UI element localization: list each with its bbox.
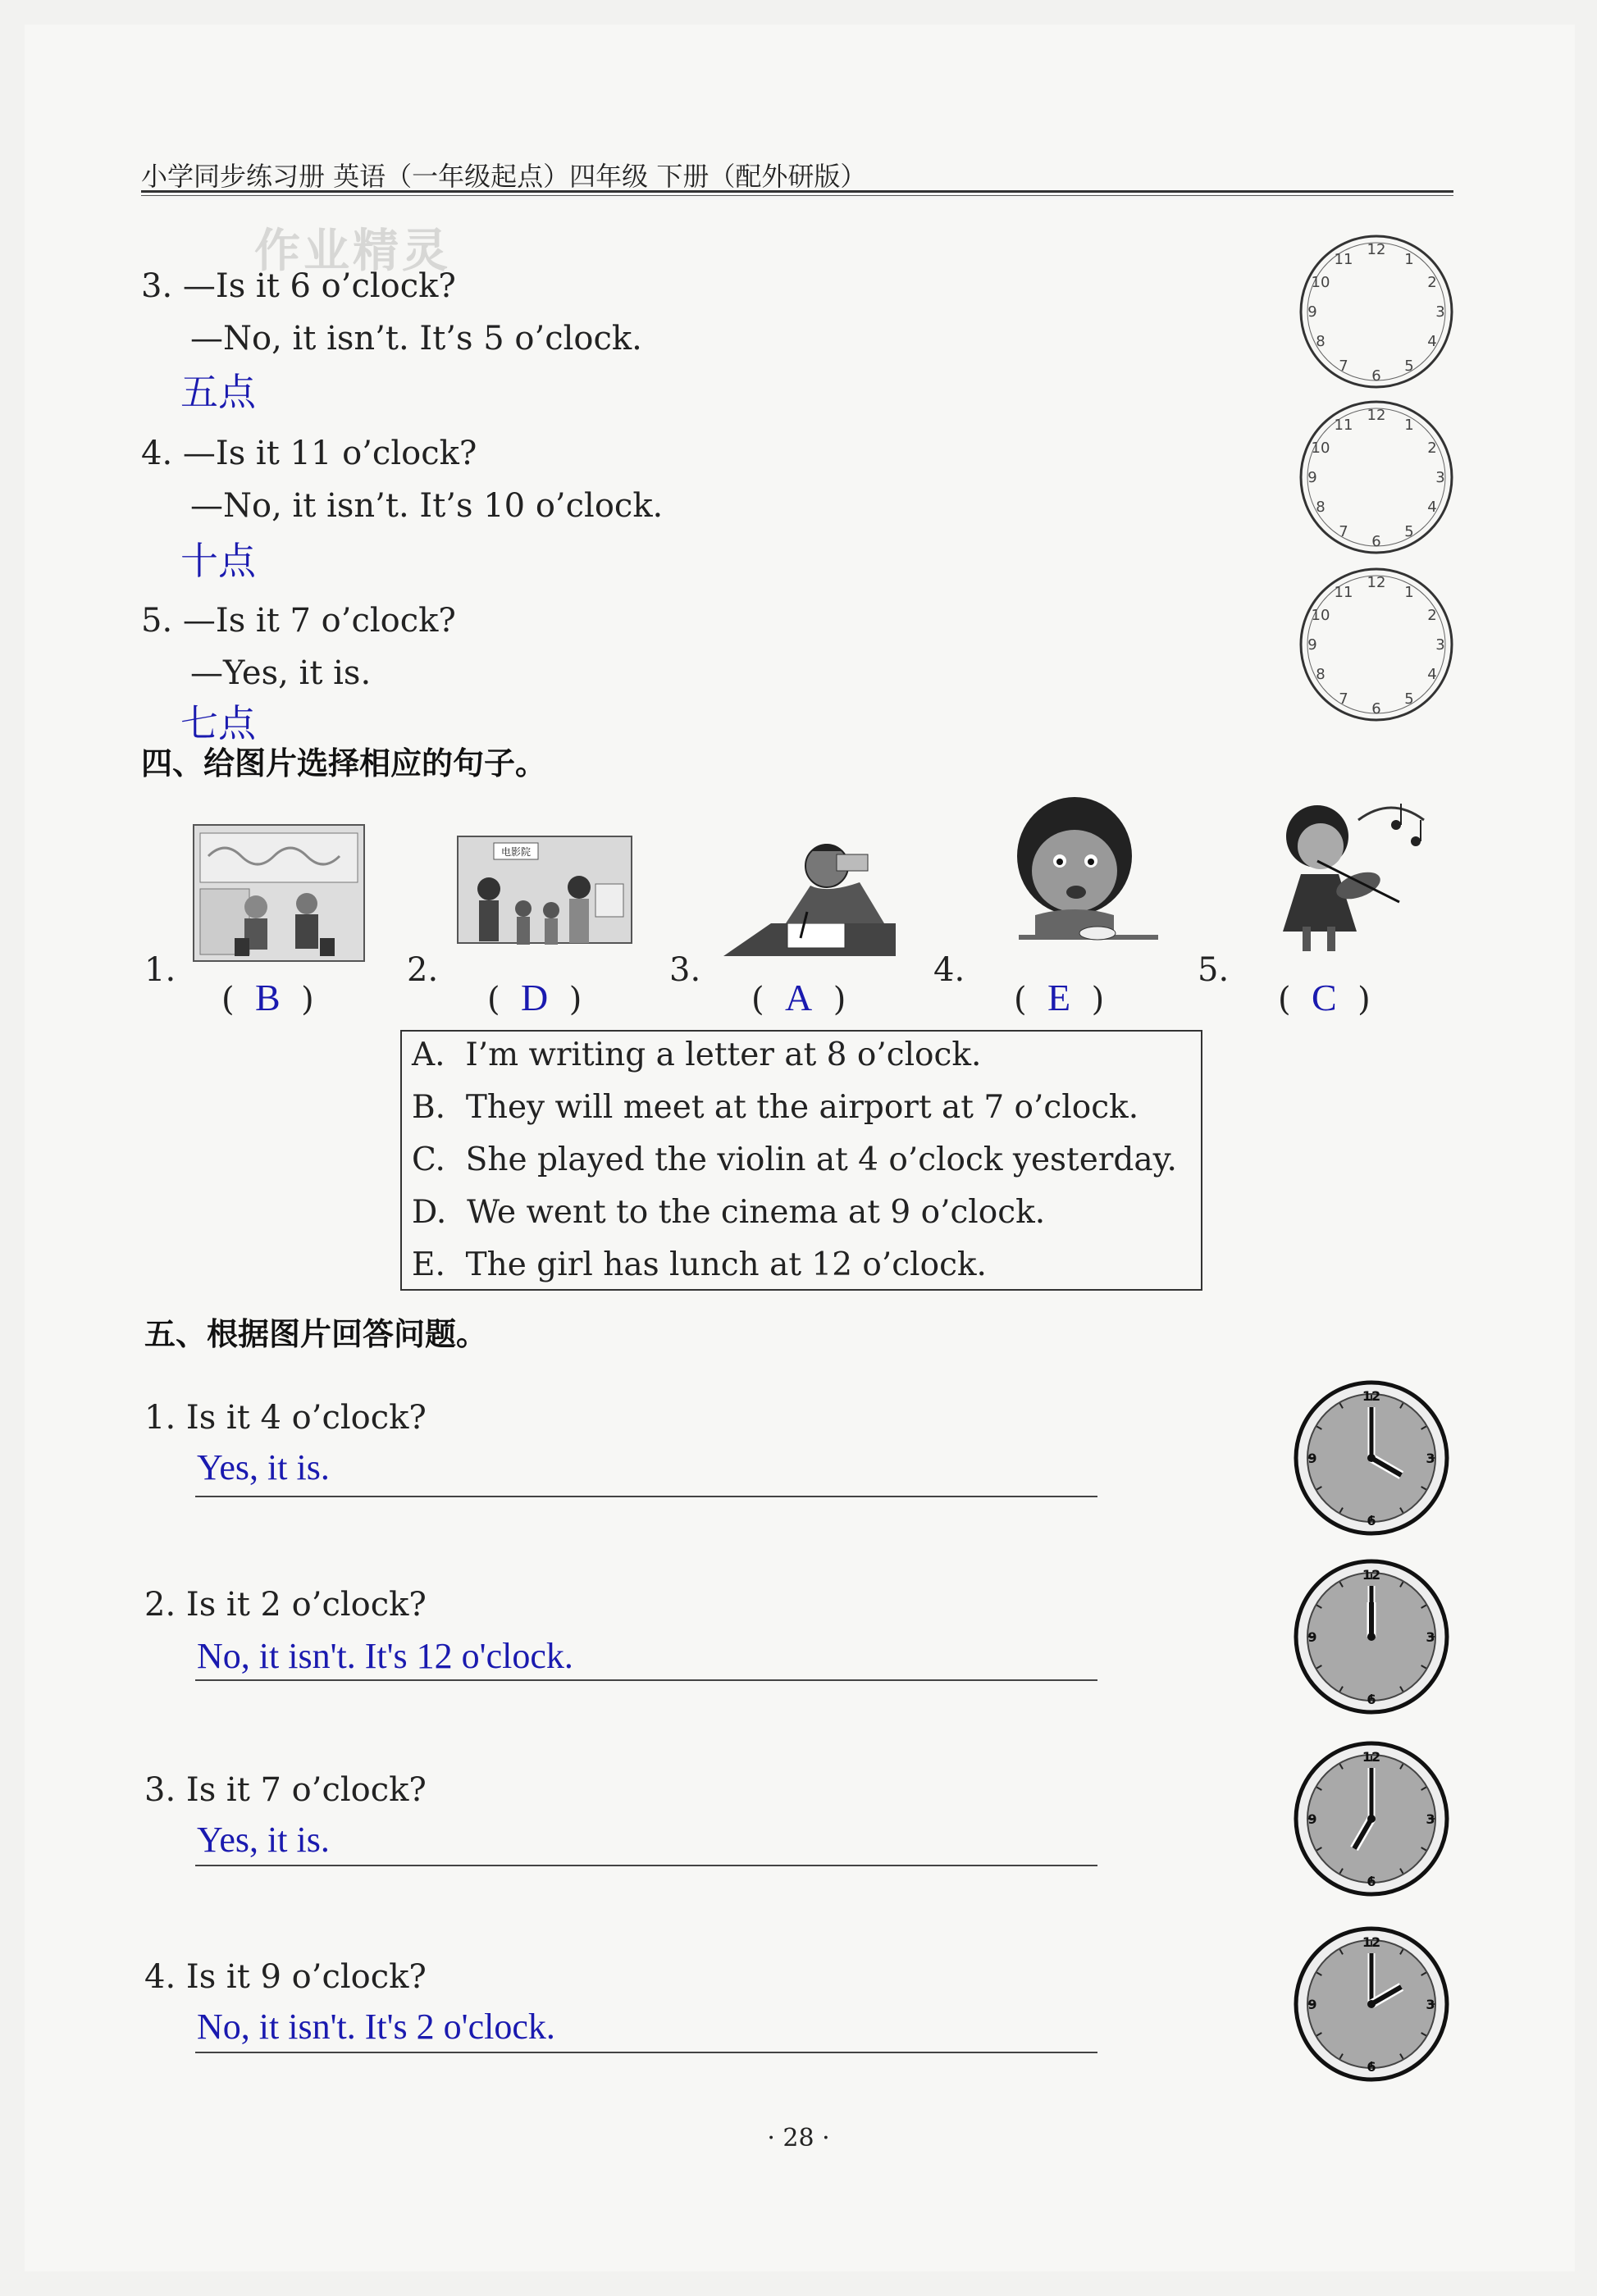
svg-text:12: 12 (1367, 407, 1386, 424)
clock-icon (1291, 1738, 1452, 1899)
pic-2-answer-paren: ( D ) (487, 977, 582, 1018)
svg-text:3: 3 (1435, 636, 1445, 654)
pic-2-answer: D (521, 977, 549, 1018)
pic-1-answer-paren: ( B ) (221, 977, 314, 1018)
pic-5-answer-paren: ( C ) (1278, 977, 1371, 1018)
svg-text:11: 11 (1334, 417, 1353, 434)
clock-label: 3 (1426, 1451, 1435, 1466)
p5-q1: 1. Is it 4 o’clock? (144, 1399, 427, 1437)
svg-text:6: 6 (1371, 700, 1381, 718)
svg-text:10: 10 (1311, 274, 1330, 291)
header-rule (141, 190, 1453, 193)
sentence-options-box (400, 1030, 1202, 1291)
q4-written-answer: 十点 (180, 539, 256, 583)
clock-label: 12 (1362, 1567, 1381, 1583)
svg-text:6: 6 (1371, 533, 1381, 550)
clock-label: 6 (1367, 1874, 1376, 1889)
pic-4-answer: E (1047, 977, 1071, 1018)
svg-text:7: 7 (1339, 358, 1348, 375)
option-b: B. They will meet at the airport at 7 o’clock. (412, 1089, 1139, 1126)
writing-letter-picture (722, 833, 897, 964)
blank-clock-icon (1294, 395, 1458, 559)
clock-label: 3 (1426, 1629, 1435, 1645)
p5-q2-answer-line (195, 1679, 1097, 1681)
svg-text:4: 4 (1427, 666, 1437, 683)
svg-text:8: 8 (1316, 499, 1326, 516)
clock-icon (1291, 1556, 1452, 1717)
p5-q3-answer-line (195, 1865, 1097, 1866)
header-rule-thin (141, 195, 1453, 196)
pic-5-number: 5. (1198, 951, 1230, 989)
clock-icon (1291, 1924, 1452, 2084)
pic-4-number: 4. (933, 951, 965, 989)
clock-icon (1291, 1378, 1452, 1538)
pic-1-answer: B (255, 977, 281, 1018)
option-a: A. I’m writing a letter at 8 o’clock. (412, 1036, 982, 1073)
q5-number-question: 5. —Is it 7 o’clock? (141, 602, 456, 640)
svg-text:12: 12 (1367, 241, 1386, 258)
watermark: 作业精灵 (254, 225, 451, 278)
blank-clock-icon (1294, 563, 1458, 727)
svg-text:5: 5 (1404, 690, 1414, 708)
svg-text:10: 10 (1311, 607, 1330, 624)
svg-text:9: 9 (1307, 636, 1317, 654)
pic-4-answer-paren: ( E ) (1014, 977, 1105, 1018)
cinema-family-picture (456, 835, 633, 964)
girl-violin-picture (1252, 795, 1432, 956)
pic-3-answer: A (785, 977, 813, 1018)
svg-text:3: 3 (1435, 303, 1445, 321)
pic-5-answer: C (1312, 977, 1337, 1018)
svg-text:12: 12 (1367, 574, 1386, 591)
svg-text:11: 11 (1334, 584, 1353, 601)
svg-text:11: 11 (1334, 251, 1353, 268)
clock-label: 3 (1426, 1997, 1435, 2012)
clock-label: 12 (1362, 1749, 1381, 1765)
q3-number-question: 3. —Is it 6 o’clock? (141, 267, 456, 305)
option-c: C. She played the violin at 4 o’clock yesterday. (412, 1141, 1177, 1178)
clock-label: 12 (1362, 1388, 1381, 1404)
pic-3-answer-paren: ( A ) (751, 977, 846, 1018)
svg-text:1: 1 (1404, 584, 1414, 601)
q4-answer-line: —No, it isn’t. It’s 10 o’clock. (190, 487, 664, 525)
svg-text:10: 10 (1311, 440, 1330, 457)
airport-meeting-picture (192, 823, 366, 963)
q4-number-question: 4. —Is it 11 o’clock? (141, 435, 477, 472)
q3-answer-line: —No, it isn’t. It’s 5 o’clock. (190, 320, 642, 358)
clock-label: 9 (1307, 1451, 1317, 1466)
svg-text:3: 3 (1435, 469, 1445, 486)
svg-text:7: 7 (1339, 523, 1348, 540)
svg-text:8: 8 (1316, 333, 1326, 350)
pic-1-number: 1. (144, 951, 176, 989)
p5-q3-answer: Yes, it is. (197, 1820, 330, 1860)
p5-q1-answer: Yes, it is. (197, 1447, 330, 1487)
option-d: D. We went to the cinema at 9 o’clock. (412, 1194, 1046, 1231)
svg-text:7: 7 (1339, 690, 1348, 708)
svg-text:1: 1 (1404, 251, 1414, 268)
page-header: 小学同步练习册 英语（一年级起点）四年级 下册（配外研版） (141, 161, 867, 192)
svg-text:5: 5 (1404, 523, 1414, 540)
clock-label: 6 (1367, 1513, 1376, 1528)
p5-q2: 2. Is it 2 o’clock? (144, 1586, 427, 1624)
clock-label: 6 (1367, 2059, 1376, 2075)
svg-text:6: 6 (1371, 367, 1381, 385)
svg-text:8: 8 (1316, 666, 1326, 683)
section-4-title: 四、给图片选择相应的句子。 (141, 745, 547, 781)
svg-text:2: 2 (1427, 274, 1437, 291)
svg-text:1: 1 (1404, 417, 1414, 434)
svg-text:9: 9 (1307, 303, 1317, 321)
cinema-sign: 电影院 (500, 846, 532, 858)
pic-3-number: 3. (669, 951, 701, 989)
q3-written-answer: 五点 (180, 370, 256, 414)
clock-label: 12 (1362, 1934, 1381, 1950)
p5-q2-answer: No, it isn't. It's 12 o'clock. (197, 1636, 573, 1676)
pic-2-number: 2. (407, 951, 439, 989)
p5-q4: 4. Is it 9 o’clock? (144, 1958, 427, 1996)
p5-q4-answer: No, it isn't. It's 2 o'clock. (197, 2007, 555, 2047)
clock-label: 9 (1307, 1997, 1317, 2012)
q5-written-answer: 七点 (180, 701, 256, 745)
p5-q3: 3. Is it 7 o’clock? (144, 1771, 427, 1809)
q5-answer-line: —Yes, it is. (190, 654, 372, 692)
page-number: · 28 · (767, 2124, 830, 2152)
option-e: E. The girl has lunch at 12 o’clock. (412, 1246, 987, 1283)
clock-label: 9 (1307, 1811, 1317, 1827)
svg-text:2: 2 (1427, 607, 1437, 624)
clock-label: 9 (1307, 1629, 1317, 1645)
svg-text:4: 4 (1427, 499, 1437, 516)
p5-q1-answer-line (195, 1496, 1097, 1497)
girl-lunch-picture (1002, 792, 1163, 954)
svg-text:5: 5 (1404, 358, 1414, 375)
clock-label: 3 (1426, 1811, 1435, 1827)
section-5-title: 五、根据图片回答问题。 (144, 1316, 488, 1352)
clock-label: 6 (1367, 1692, 1376, 1707)
svg-text:2: 2 (1427, 440, 1437, 457)
p5-q4-answer-line (195, 2052, 1097, 2053)
svg-text:4: 4 (1427, 333, 1437, 350)
svg-text:9: 9 (1307, 469, 1317, 486)
blank-clock-icon (1294, 230, 1458, 394)
